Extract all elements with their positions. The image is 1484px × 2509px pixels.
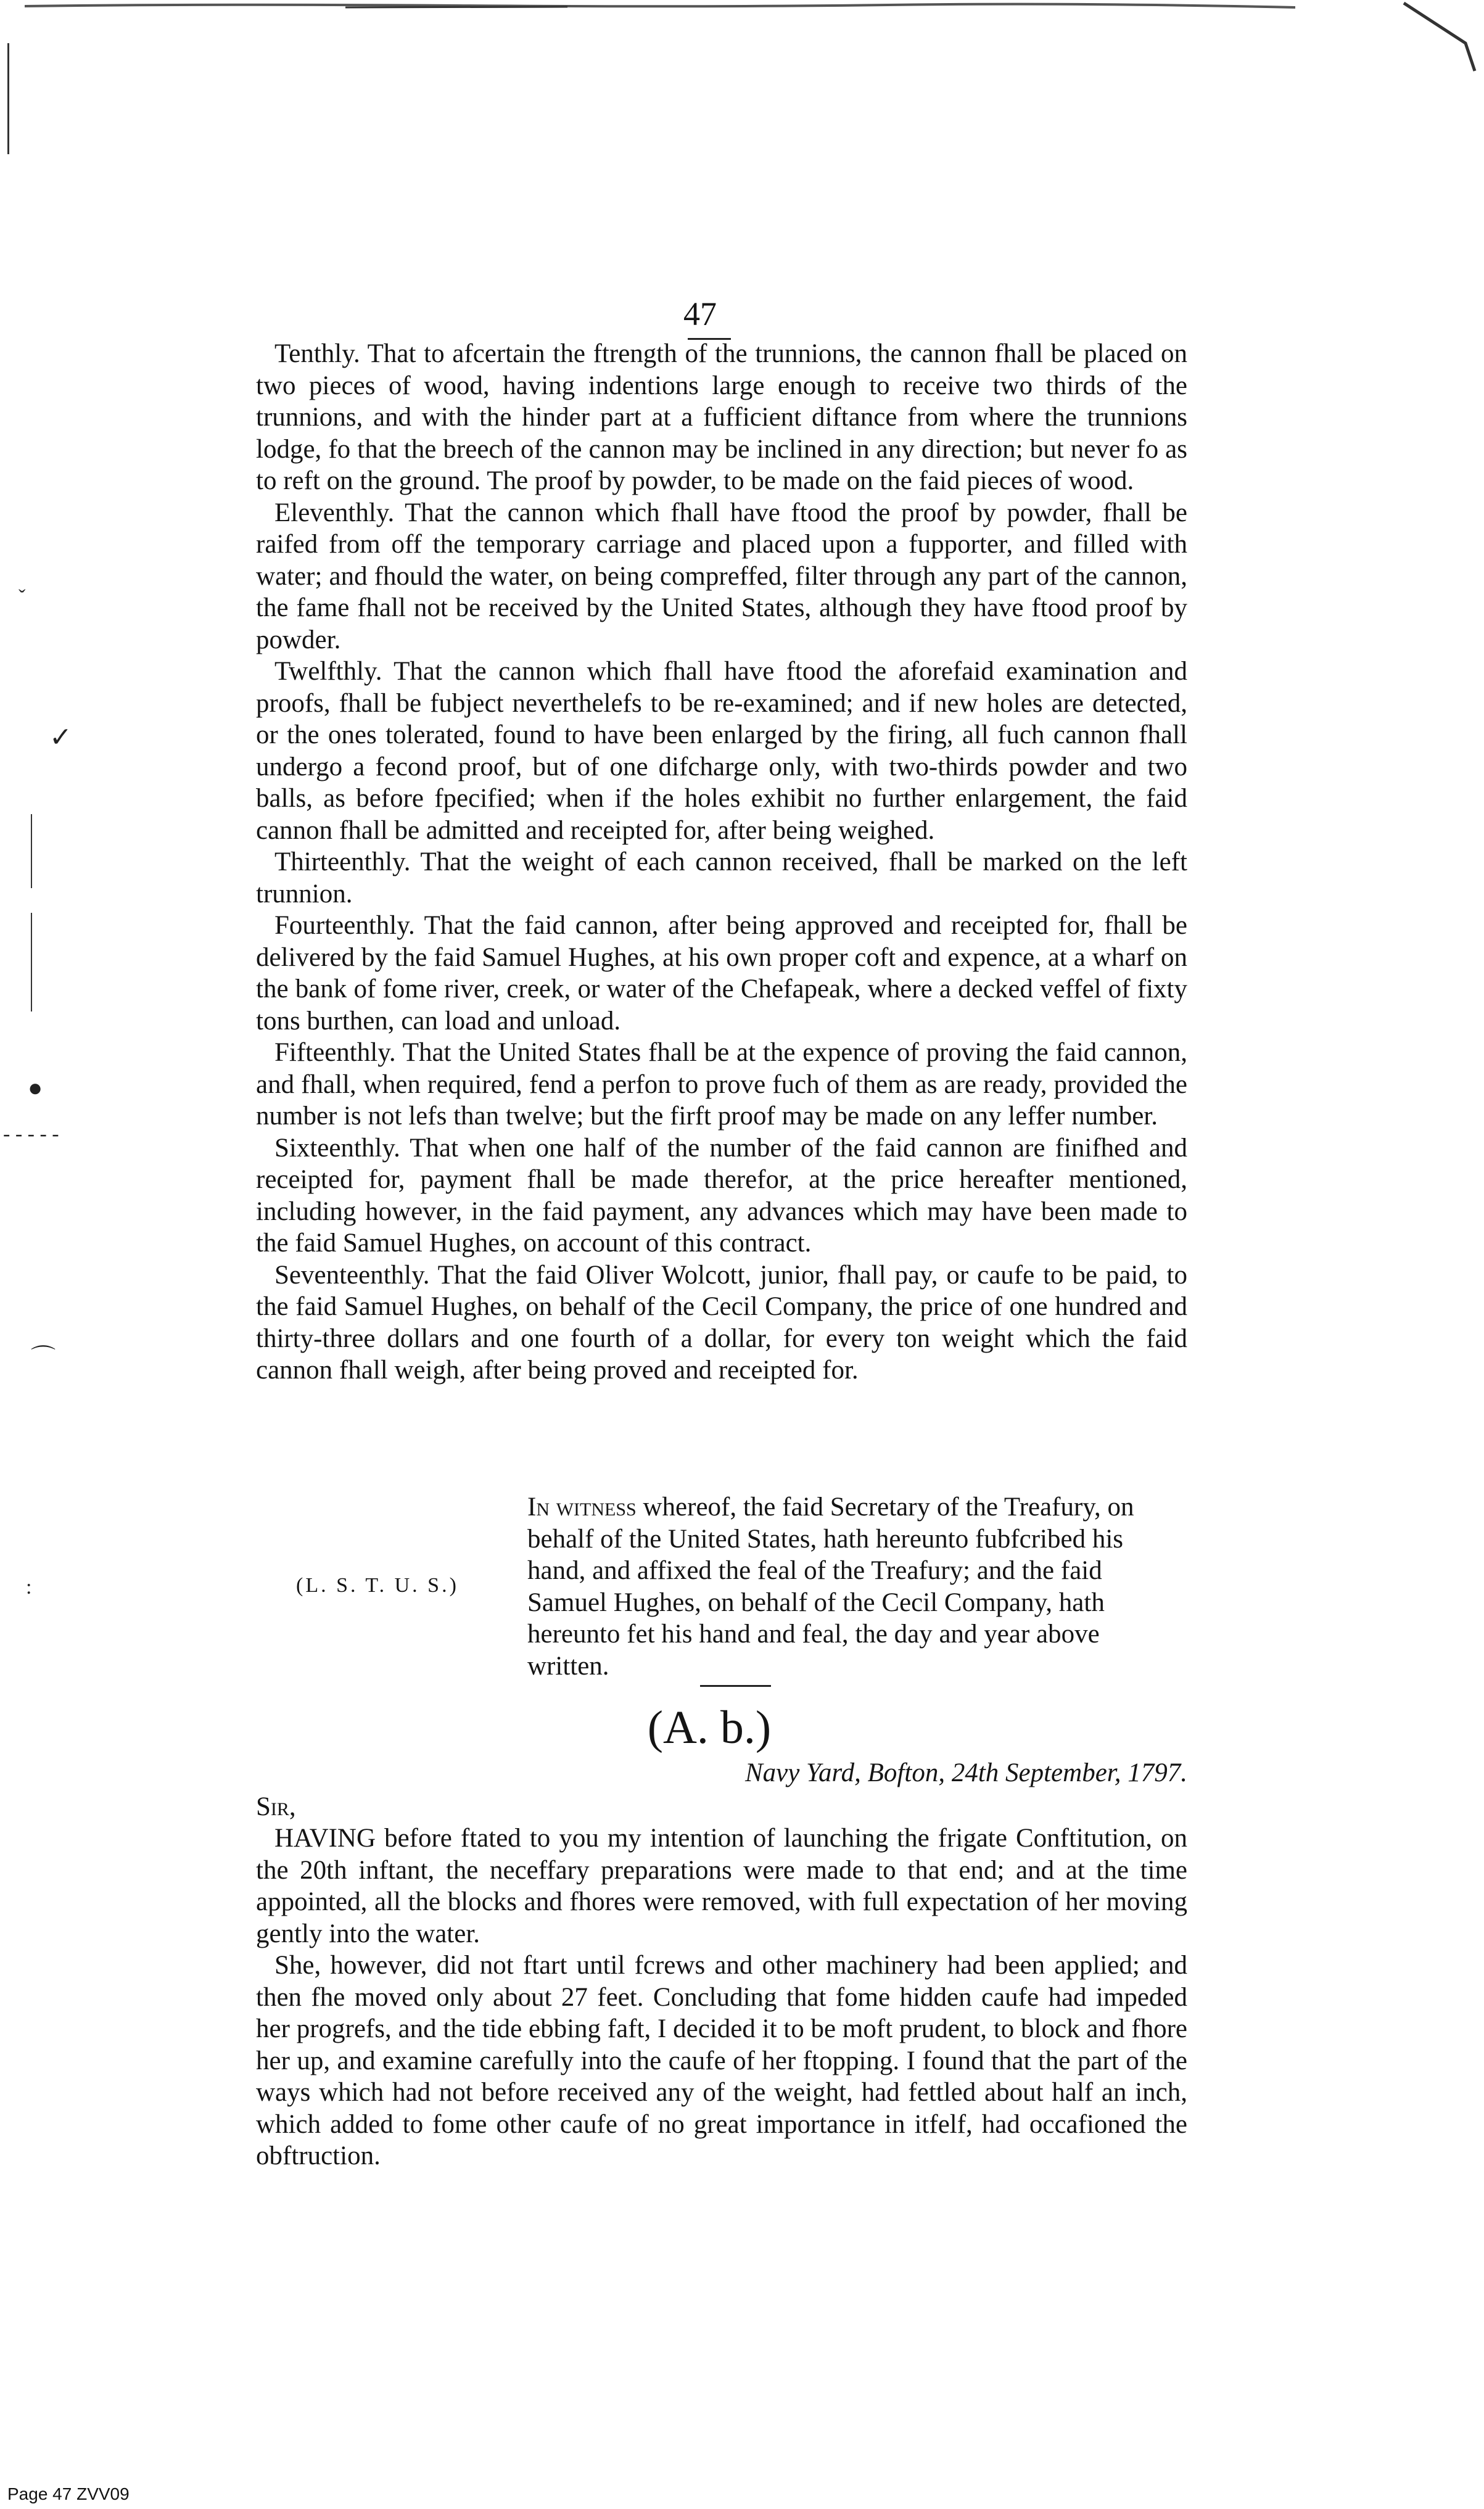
letter-body bbox=[256, 1823, 1187, 2172]
witness-lead: In witness bbox=[527, 1493, 637, 1522]
section-divider-rule bbox=[700, 1685, 771, 1687]
margin-dash-mark: - - - - - bbox=[3, 1123, 59, 1145]
clause-lead: Twelfthly. bbox=[274, 657, 382, 686]
clause-text: That the faid Oliver Wolcott, junior, fhall pay, or caufe to be paid, to the faid Samuel Hughes, on behalf of the Cecil Company, the price of one hundred and thirty-three dollars and one fourth of a dollar, for every ton weight which the faid cannon fhall weigh, after being proved and receipted for. bbox=[256, 1260, 1187, 1385]
margin-scribble-mark: ⌒ bbox=[31, 1344, 56, 1372]
letter-paragraph bbox=[256, 1950, 1187, 2172]
clause-text: That the cannon which fhall have ftood the proof by powder, fhall be raifed from off the temporary carriage and placed upon a fupporter, and filled with water; and fhould the water, on being compreffed, filter through any part of the cannon, the fame fhall not be received by the United States, although they have ftood proof by powder. bbox=[256, 498, 1187, 654]
scan-edge-rule bbox=[25, 0, 1295, 11]
clause-paragraph bbox=[256, 497, 1187, 656]
left-margin-line bbox=[31, 814, 32, 888]
clause-text: That when one half of the number of the faid cannon are finifhed and receipted for, payment fhall be made therefor, at the price hereafter mentioned, including however, in the faid payment, any advances which may have been made to the faid Samuel Hughes, on account of this contract. bbox=[256, 1133, 1187, 1258]
clause-lead: Sixteenthly. bbox=[274, 1133, 400, 1163]
letter-paragraph-text: HAVING before ftated to you my intention of launching the frigate Conftitution, on the 20th inftant, the neceffary preparations were made to that end; and at the time appointed, all the blocks and fhores were removed, with full expectation of her moving gently into the water. bbox=[256, 1824, 1187, 1948]
clause-lead: Eleventhly. bbox=[274, 498, 395, 527]
margin-check-mark: ✓ bbox=[49, 722, 72, 752]
margin-tick-mark: ˇ bbox=[19, 586, 26, 609]
clause-lead: Seventeenthly. bbox=[274, 1260, 430, 1290]
letter-paragraph bbox=[256, 1823, 1187, 1950]
page-corner-fold bbox=[1398, 0, 1484, 74]
letter-dateline: Navy Yard, Bofton, 24th September, 1797. bbox=[744, 1758, 1187, 1787]
clause-text: That the weight of each cannon received, fhall be marked on the left trunnion. bbox=[256, 847, 1187, 908]
clause-text: That the United States fhall be at the expence of proving the faid cannon, and fhall, when required, fend a perfon to prove fuch of them as are ready, provided the number is not lefs than twelve; but the firft proof may be made on any leffer number. bbox=[256, 1038, 1187, 1131]
clause-paragraph bbox=[256, 1259, 1187, 1386]
left-margin-line bbox=[7, 43, 9, 154]
clause-lead: Fourteenthly. bbox=[274, 911, 415, 940]
clause-paragraph bbox=[256, 846, 1187, 910]
left-margin-line bbox=[31, 913, 32, 1011]
clause-paragraph bbox=[256, 338, 1187, 497]
clause-text: That to afcertain the ftrength of the trunnions, the cannon fhall be placed on two pieces of wood, having indentions large enough to receive two thirds of the trunnions, and with the hinder part at a fufficient diftance from where the trunnions lodge, fo that the breech of the cannon may be inclined in any direction; but never fo as to reft on the ground. The proof by powder, to be made on the faid pieces of wood. bbox=[256, 339, 1187, 495]
margin-colon-mark: : bbox=[26, 1576, 32, 1599]
witness-text: whereof, the faid Secretary of the Treafury, on behalf of the United States, hath hereunto fubfcribed his hand, and affixed the feal of the Treafury; and the faid Samuel Hughes, on behalf of the Cecil Company, hath hereunto fet his hand and feal, the day and year above written. bbox=[527, 1493, 1134, 1681]
clause-paragraph bbox=[256, 656, 1187, 846]
letter-paragraph-text: She, however, did not ftart until fcrews and other machinery had been applied; and then fhe moved only about 27 feet. Concluding that fome hidden caufe had impeded her progrefs, and the tide ebbing faft, I decided it to be moft prudent, to block and fhore her up, and examine carefully into the caufe of her ftopping. I found that the part of the ways which had not before received any of the weight, had fettled about half an inch, which added to fome other caufe of no great importance in itfelf, had occafioned the obftruction. bbox=[256, 1951, 1187, 2170]
clause-lead: Fifteenthly. bbox=[274, 1038, 396, 1067]
clause-text: That the cannon which fhall have ftood the aforefaid examination and proofs, fhall be fubject neverthelefs to be re-examined; and if new holes are detected, or the ones tolerated, found to have been enlarged by the firing, all fuch cannon fhall undergo a fecond proof, but of one difcharge only, with two-thirds powder and two balls, as before fpecified; when if the holes exhibit no further enlargement, the faid cannon fhall be admitted and receipted for, after being weighed. bbox=[256, 657, 1187, 845]
contract-clauses bbox=[256, 338, 1187, 1386]
clause-text: That the faid cannon, after being approved and receipted for, fhall be delivered by the faid Samuel Hughes, at his own proper coft and expence, at a wharf on the bank of fome river, creek, or water of the Chefapeak, where a decked veffel of fixty tons burthen, can load and unload. bbox=[256, 911, 1187, 1036]
clause-paragraph bbox=[256, 1037, 1187, 1132]
clause-paragraph bbox=[256, 910, 1187, 1037]
seal-label: (L. S. T. U. S.) bbox=[296, 1574, 459, 1597]
clause-paragraph bbox=[256, 1132, 1187, 1259]
witness-clause bbox=[527, 1491, 1187, 1682]
scan-footer-label: Page 47 ZVV09 bbox=[7, 2484, 130, 2503]
clause-lead: Thirteenthly. bbox=[274, 847, 411, 876]
clause-lead: Tenthly. bbox=[274, 339, 360, 368]
section-heading: (A. b.) bbox=[647, 1702, 772, 1753]
letter-salutation: Sir, bbox=[256, 1792, 296, 1821]
margin-dot-mark: ● bbox=[28, 1074, 43, 1102]
page-number: 47 bbox=[683, 295, 717, 332]
